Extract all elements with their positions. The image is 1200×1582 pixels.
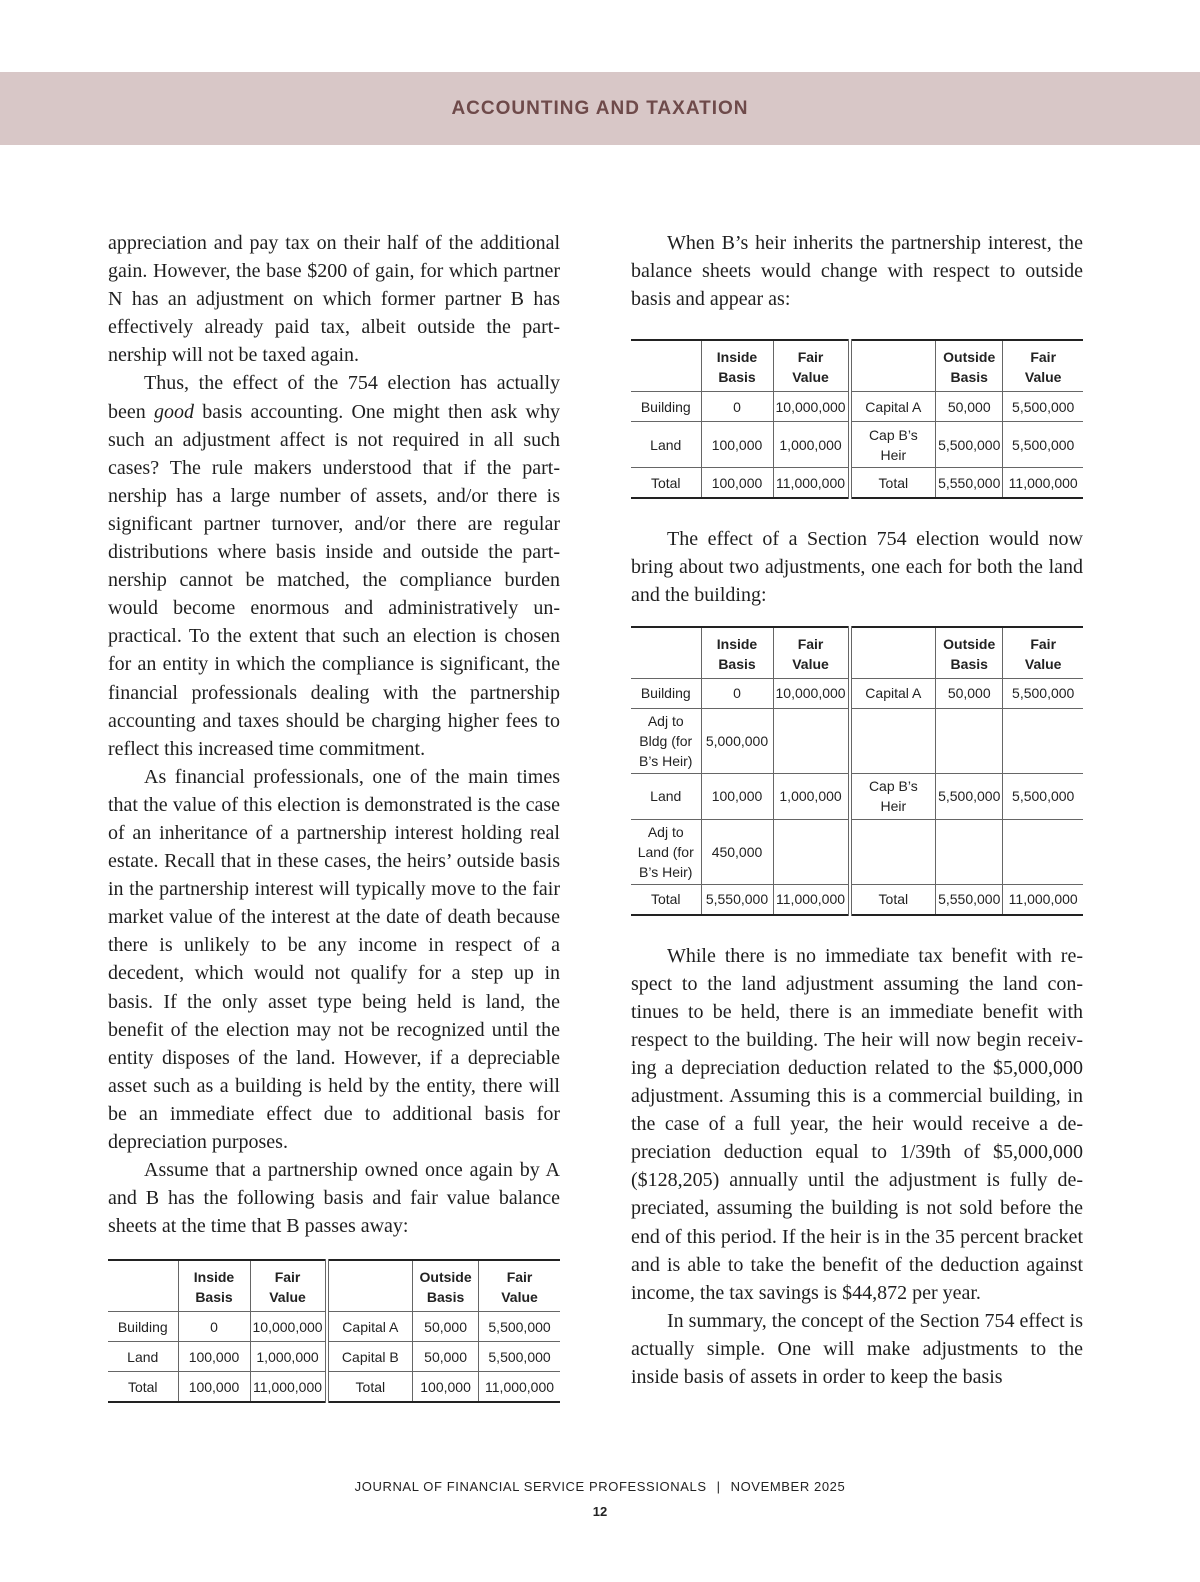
table-header-row xyxy=(108,1260,560,1312)
table-row: Total 100,000 11,000,000 Total 100,000 11,000,000 xyxy=(108,1372,560,1403)
table-row: Building 0 10,000,000 Capital A 50,000 5,500,000 xyxy=(108,1312,560,1342)
column-header-fair-value: Fair Value xyxy=(1024,349,1062,386)
column-header-outside-basis: Outside Basis xyxy=(413,1260,479,1312)
column-header-outside-basis: Outside Basis xyxy=(936,627,1003,679)
balance-sheet-table-2-wrap xyxy=(631,339,1083,499)
section-title: ACCOUNTING AND TAXATION xyxy=(451,97,749,119)
column-header-fair-value: Fair Value xyxy=(1024,635,1062,672)
paragraph: Thus, the effect of the 754 election has actually been good basis accounting. One might then ask why such an adjustment affect is not required in all such cases? The rule makers understood that if the partnership has a large number of assets, and/or there is significant partner turnover, and/or there are regular distributions where basis inside and outside the partnership cannot be matched, the compliance burden would become enormous and administratively unpractical. To the extent that such an election is chosen for an entity in which the compliance is significant, the financial professionals dealing with the partnership accounting and taxes should be charging higher fees to reflect this increased time commitment. xyxy=(108,372,560,760)
emphasis-text: good xyxy=(154,400,194,423)
table-row: Building 0 10,000,000 Capital A 50,000 5,500,000 xyxy=(631,392,1083,422)
balance-sheet-table-1-wrap xyxy=(108,1259,560,1403)
table-header-row xyxy=(631,627,1083,679)
column-header-inside-basis: Inside Basis xyxy=(178,1260,250,1312)
column-header-fair-value: Fair Value xyxy=(501,1269,538,1306)
table-row: Total 100,000 11,000,000 Total 5,550,000 11,000,000 xyxy=(631,468,1083,499)
header-banner xyxy=(0,72,1200,145)
footer-journal-line xyxy=(0,1479,1200,1494)
column-header-fair-value: Fair Value xyxy=(773,627,850,679)
left-column xyxy=(108,229,560,1424)
paragraph: While there is no immediate tax benefit with respect to the land adjustment assuming the land continues to be held, there is an immediate benefit with respect to the building. The heir will now begin receiving a depreciation deduction related to the $5,000,000 adjustment. Assuming this is a commercial building, in the case of a full year, the heir would receive a depreciation deduction equal to 1/39th of $5,000,000 ($128,205) annually until the adjustment is fully depreciated, assuming the building is not sold before the end of this period. If the heir is in the 35 percent bracket and is able to take the benefit of the deduction against income, the tax savings is $44,872 per year. xyxy=(631,944,1083,1304)
table-row: Building 0 10,000,000 Capital A 50,000 5,500,000 xyxy=(631,678,1083,708)
journal-name: JOURNAL OF FINANCIAL SERVICE PROFESSIONALS xyxy=(354,1479,707,1494)
footer-separator: | xyxy=(716,1479,721,1494)
table-row: Land 100,000 1,000,000 Cap B’s Heir 5,500,000 5,500,000 xyxy=(631,422,1083,468)
page-number: 12 xyxy=(592,1504,608,1519)
issue-date: NOVEMBER 2025 xyxy=(730,1479,846,1494)
balance-sheet-table-1 xyxy=(108,1259,560,1403)
paragraph: Assume that a partnership owned once again by A and B has the following basis and fair value balance sheets at the time that B passes away: xyxy=(108,1159,560,1238)
balance-sheet-table-3 xyxy=(631,626,1083,916)
table-row: Land 100,000 1,000,000 Capital B 50,000 5,500,000 xyxy=(108,1342,560,1372)
table-row: Land 100,000 1,000,000 Cap B’s Heir 5,500,000 5,500,000 xyxy=(631,773,1083,819)
right-column xyxy=(631,229,1083,1391)
column-header-outside-basis: Outside Basis xyxy=(936,340,1003,392)
table-row: Adj to Land (for B’s Heir) 450,000 xyxy=(631,819,1083,884)
column-header-inside-basis: Inside Basis xyxy=(701,340,773,392)
paragraph: The effect of a Section 754 election would now bring about two adjustments, one each for both the land and the building: xyxy=(631,528,1083,607)
paragraph: When B’s heir inherits the partnership interest, the balance sheets would change with respect to outside basis and appear as: xyxy=(631,232,1083,311)
paragraph: appreciation and pay tax on their half of the additional gain. However, the base $200 of gain, for which partner N has an adjustment on which former partner B has effectively already paid tax, albeit outside the partnership will not be taxed again. xyxy=(108,232,560,367)
column-header-inside-basis: Inside Basis xyxy=(701,627,773,679)
column-header-fair-value: Fair Value xyxy=(773,340,850,392)
balance-sheet-table-3-wrap xyxy=(631,626,1083,916)
table-header-row xyxy=(631,340,1083,392)
paragraph: As financial professionals, one of the main times that the value of this election is demonstrated is the case of an inheritance of a partnership interest holding real estate. Recall that in these cases, the heirs’ outside basis in the partnership interest will typically move to the fair market value of the interest at the date of death because there is unlikely to be any income in respect of a decedent, which would not qualify for a step up in basis. If the only asset type being held is land, the benefit of the election may not be recognized until the entity disposes of the land. However, if a depreciable asset such as a building is held by the entity, there will be an immediate effect due to additional basis for depreciation purposes. xyxy=(108,765,560,1153)
paragraph: In summary, the concept of the Section 754 effect is actually simple. One will make adjustments to the inside basis of assets in order to keep the basis xyxy=(631,1309,1083,1388)
balance-sheet-table-2 xyxy=(631,339,1083,499)
column-header-fair-value: Fair Value xyxy=(250,1260,327,1312)
table-row: Adj to Bldg (for B’s Heir) 5,000,000 xyxy=(631,708,1083,773)
table-row: Total 5,550,000 11,000,000 Total 5,550,000 11,000,000 xyxy=(631,884,1083,915)
